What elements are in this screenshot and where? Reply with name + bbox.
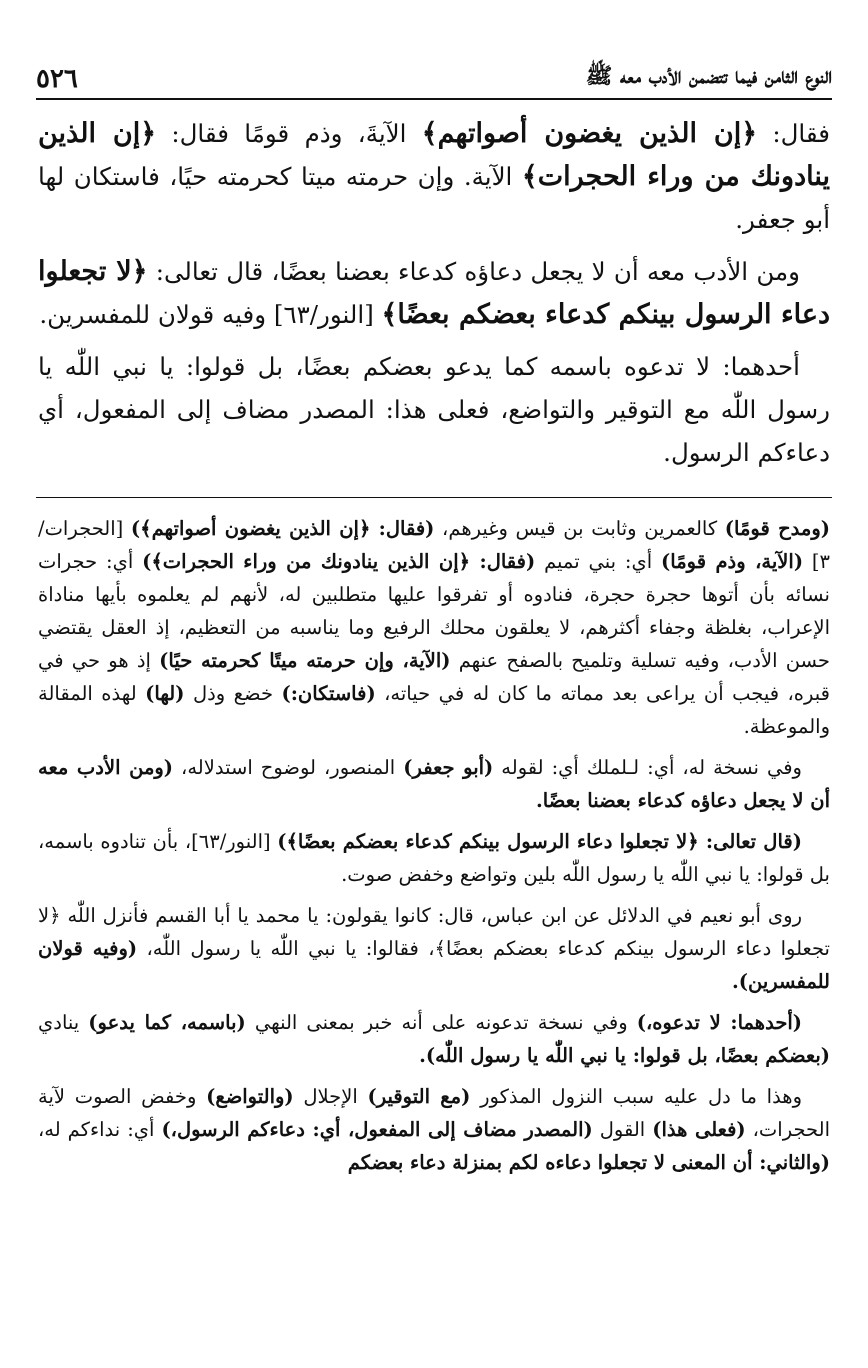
bold-lemma: (الآية، وذم قومًا) [661, 550, 804, 573]
text-run: وفي نسخة له، أي: لـلملك أي: لقوله [493, 756, 802, 779]
bold-lemma: (وفيه قولان للمفسرين). [38, 937, 830, 993]
text-run: إذ هو حي في قبره، فيجب أن يراعى بعد مماته ما كان له في حياته، [38, 649, 830, 705]
commentary-paragraph [38, 1080, 830, 1179]
commentary-paragraph [38, 1006, 830, 1072]
bold-lemma: (فعلى هذا) [652, 1118, 746, 1141]
text-run: أي: بني تميم [535, 550, 662, 573]
bold-lemma: (المصدر مضاف إلى المفعول، أي: دعاءكم الرسول،) [161, 1118, 593, 1141]
text-run: [النور/٦٣] وفيه قولان للمفسرين. [39, 300, 382, 329]
text-run: أي: نداءكم له، [38, 1118, 162, 1141]
commentary-paragraph [38, 512, 830, 743]
commentary-paragraph [38, 825, 830, 891]
page-number: ٥٢٦ [36, 64, 78, 94]
bold-lemma: (أحدهما: لا تدعوه،) [636, 1011, 803, 1034]
bold-lemma: (قال تعالى: ﴿لا تجعلوا دعاء الرسول بينكم كدعاء بعضكم بعضًا﴾) [277, 830, 802, 853]
text-run: أحدهما: لا تدعوه باسمه كما يدعو بعضكم بعضًا، بل قولوا: يا نبي اللّٰه يا رسول اللّٰه مع التوقير والتواضع، فعلى هذا: المصدر مضاف إلى المفعول، أي دعاءكم الرسول. [38, 352, 830, 467]
bold-lemma: (الآية، وإن حرمته ميتًا كحرمته حيًا) [159, 649, 451, 672]
text-run: وهذا ما دل عليه سبب النزول المذكور [470, 1085, 803, 1108]
main-paragraph [38, 250, 830, 336]
bold-lemma: (ومدح قومًا) [724, 517, 830, 540]
text-run: لهذه المقالة والموعظة. [38, 682, 830, 738]
main-paragraph [38, 112, 830, 241]
text-run: أي: حجرات نسائه بأن أتوها حجرة حجرة، فنادوه أو تفرقوا عليها متطلبين له، لأنهم لم يعلموه بأيها مناداة الإعراب، بغلظة وجفاء أكثرهم، لا يعلقون محلك الرفيع وما يناسبه من التعظيم، إذ العقل يقتضي حسن الأدب، وفيه تسلية وتلميح بالصفح عنهم [38, 550, 830, 672]
footnote-separator [36, 497, 832, 498]
running-title: النوع الثامن فيما تتضمن الأدب معه ﷺ [585, 63, 832, 89]
bold-lemma: (لها) [145, 682, 185, 705]
text-run: الإجلال [293, 1085, 368, 1108]
text-run: وفي نسخة تدعونه على أنه خبر بمعنى النهي [245, 1011, 637, 1034]
text-run: المنصور، لوضوح استدلاله، [173, 756, 404, 779]
text-run: [الحجرات/٣] [38, 517, 830, 573]
main-text [38, 112, 830, 483]
text-run: كالعمرين وثابت بن قيس وغيرهم، [434, 517, 725, 540]
commentary-text [38, 512, 830, 1187]
bold-lemma: (والتواضع) [206, 1085, 294, 1108]
quran-quote: ﴿إن الذين ينادونك من وراء الحجرات﴾ [38, 118, 831, 192]
commentary-paragraph [38, 751, 830, 817]
bold-lemma: (والثاني: أن المعنى لا تجعلوا دعاءه لكم بمنزلة دعاء بعضكم [347, 1151, 830, 1174]
bold-lemma: (أبو جعفر) [403, 756, 494, 779]
bold-lemma: (مع التوقير) [367, 1085, 471, 1108]
quran-quote: ﴿إن الذين يغضون أصواتهم﴾ [421, 118, 758, 149]
text-run: ومن الأدب معه أن لا يجعل دعاؤه كدعاء بعضنا بعضًا، قال تعالى: [147, 257, 800, 286]
bold-lemma: (بعضكم بعضًا، بل قولوا: يا نبي اللّٰه يا رسول اللّٰه). [419, 1044, 830, 1067]
page-header [36, 54, 832, 100]
text-run: روى أبو نعيم في الدلائل عن ابن عباس، قال: كانوا يقولون: يا محمد يا أبا القسم فأنزل اللّٰه ﴿لا تجعلوا دعاء الرسول بينكم كدعاء بعضكم بعضًا﴾، فقالوا: يا نبي اللّٰه يا رسول اللّٰه، [38, 904, 830, 960]
quran-quote: ﴿لا تجعلوا دعاء الرسول بينكم كدعاء بعضكم بعضًا﴾ [38, 256, 830, 330]
text-run: القول [592, 1118, 653, 1141]
text-run: الآيةَ، وذم قومًا فقال: [156, 119, 422, 148]
bold-lemma: (فقال: ﴿إن الذين ينادونك من وراء الحجرات﴾) [142, 550, 536, 573]
text-run: ينادي [38, 1011, 89, 1034]
text-run: فقال: [757, 119, 830, 148]
bold-lemma: (فقال: ﴿إن الذين يغضون أصواتهم﴾) [130, 517, 435, 540]
text-run: الآية. وإن حرمته ميتا كحرمته حيًا، فاستكان لها أبو جعفر. [38, 162, 830, 234]
bold-lemma: (باسمه، كما يدعو) [88, 1011, 246, 1034]
text-run: [النور/٦٣]، بأن تنادوه باسمه، بل قولوا: يا نبي اللّٰه يا رسول اللّٰه بلين وتواضع وخفض صوت. [38, 830, 830, 886]
bold-lemma: (فاستكان:) [281, 682, 376, 705]
text-run: وخفض الصوت لآية الحجرات، [38, 1085, 830, 1141]
commentary-paragraph [38, 899, 830, 998]
bold-lemma: (ومن الأدب معه أن لا يجعل دعاؤه كدعاء بعضنا بعضًا. [38, 756, 830, 812]
text-run: خضع وذل [184, 682, 282, 705]
main-paragraph [38, 345, 830, 474]
